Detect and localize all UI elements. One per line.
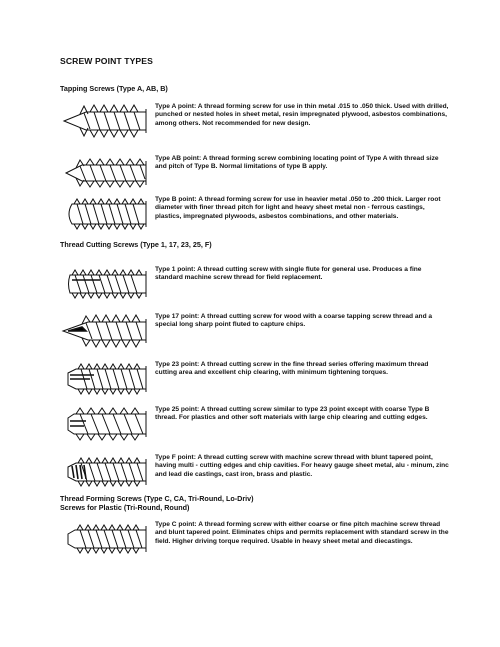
type-f-screw-icon [60,454,150,490]
type-ab-description: Type AB point: A thread forming screw combining locating point of Type A with thread size and pitch of Type B. Normal limitations of type B apply. [155,155,439,171]
type-a-row [60,103,448,143]
type-ab-screw-icon [60,155,150,191]
type-25-screw-icon [60,406,150,442]
type-a-screw-icon [60,103,150,139]
type-c-description: Type C point: A thread forming screw with either coarse or fine pitch machine screw thread and blunt tapered point. Eliminates chips and permits replacement with standard screw in the field. Higher driving torque required. Usable in heavy sheet metal and diecastings. [155,521,449,545]
section-thread-cutting-screws: Thread Cutting Screws (Type 1, 17, 23, 25, F) [60,240,212,249]
type-25-row [60,406,448,446]
type-a-description: Type A point: A thread forming screw for use in thin metal .015 to .050 thick. Used with drilled, punched or nested holes in sheet metal, resin impregnated plywood, asbestos combinations, among others. Not recommended for new design. [155,103,449,127]
type-c-screw-icon [60,521,150,557]
type-b-row [60,196,448,236]
type-17-row [60,313,448,353]
type-f-description: Type F point: A thread cutting screw with machine screw thread with blunt tapered point, having multi - cutting edges and chip cavities. For heavy gauge sheet metal, alu - minum, zinc and lead die castings, cast iron, brass and plastic. [155,454,449,478]
section-tapping-screws: Tapping Screws (Type A, AB, B) [60,84,168,93]
type-23-row [60,361,448,401]
section-thread-forming-screws [60,494,254,512]
type-ab-row [60,155,448,195]
type-c-row [60,521,448,561]
type-b-screw-icon [60,196,150,232]
type-1-screw-icon [60,266,150,302]
type-17-description: Type 17 point: A thread cutting screw for wood with a coarse tapping screw thread and a special long sharp point fluted to capture chips. [155,313,433,329]
type-1-row [60,266,448,306]
type-23-screw-icon [60,361,150,397]
plastic-screws-heading: Screws for Plastic (Tri-Round, Round) [60,503,190,513]
type-b-description: Type B point: A thread forming screw for use in heavier metal .050 to .200 thick. Larger root diameter with finer thread pitch for light and heavy sheet metal non - ferrous castings, plastics, impregnated plywoods, asbestos combinations, and other materials. [155,196,441,220]
type-25-description: Type 25 point: A thread cutting screw similar to type 23 point except with coarse Type B thread. For plastics and other soft materials with large chip clearing and cutting edges. [155,406,430,422]
type-17-screw-icon [60,313,150,349]
type-1-description: Type 1 point: A thread cutting screw with single flute for general use. Produces a fine standard machine screw thread for field replacement. [155,266,422,282]
type-23-description: Type 23 point: A thread cutting screw in the fine thread series offering maximum thread cutting area and excellent chip clearing, with minimum tightening torques. [155,361,429,377]
page-title: SCREW POINT TYPES [60,56,153,66]
type-f-row [60,454,448,494]
thread-forming-heading: Thread Forming Screws (Type C, CA, Tri-Round, Lo-Driv) [60,494,254,503]
